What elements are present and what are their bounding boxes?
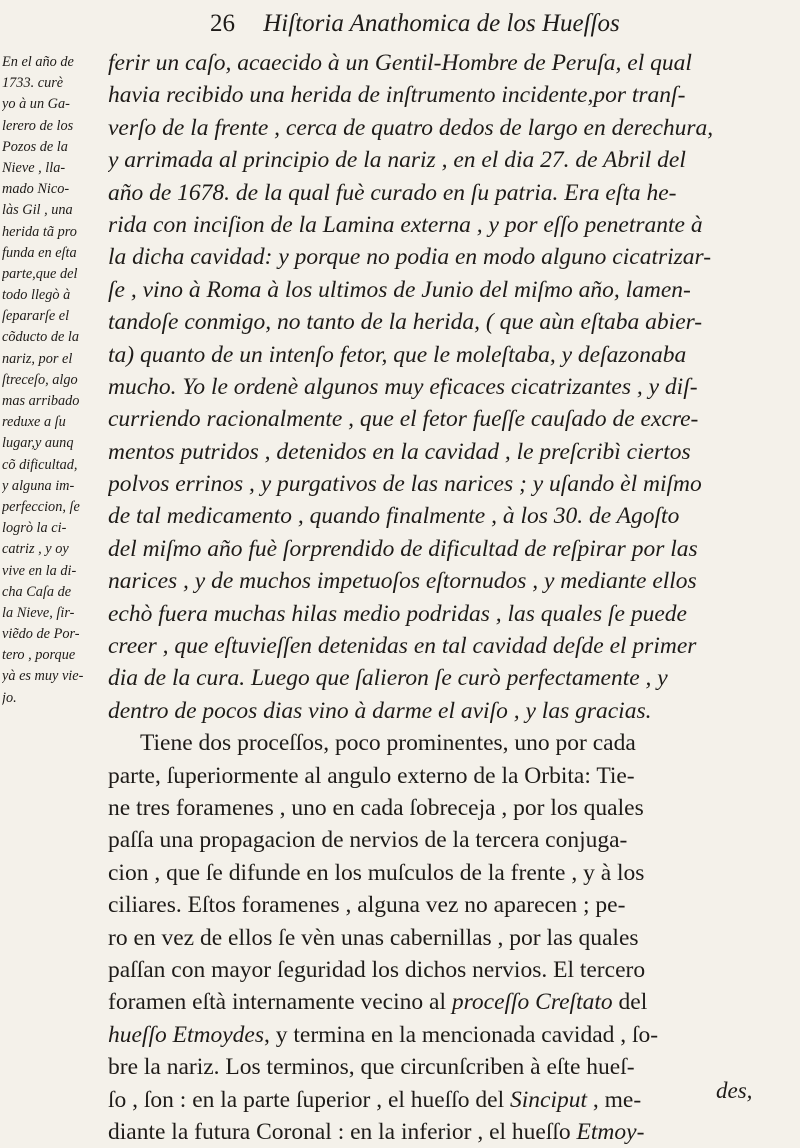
margin-note-line: la Nieve, ſir- <box>2 604 75 621</box>
margin-note-line: lugar,y aunq <box>2 435 74 452</box>
margin-note-line: ſepararſe el <box>2 308 70 325</box>
margin-note-line: cõ dificultad, <box>2 456 78 473</box>
margin-note-line: yo à un Ga- <box>2 96 70 113</box>
page-number: 26 <box>210 10 235 37</box>
margin-note-line: Pozos de la <box>2 138 68 155</box>
text-line: la dicha cavidad: y porque no podia en modo alguno cicatrizar- <box>108 244 712 271</box>
margin-note-line: logrò la ci- <box>2 520 67 537</box>
text-line: ciliares. Eſtos foramenes , alguna vez no aparecen ; pe- <box>108 892 626 919</box>
text-line: curriendo racionalmente , que el fetor fueſſe cauſado de excre- <box>108 406 699 433</box>
text-line: ro en vez de ellos ſe vèn unas cabernillas , por las quales <box>108 924 639 951</box>
margin-note-line: Nieve , lla- <box>2 159 66 176</box>
text-line: ne tres foramenes , uno en cada ſobreceja , por los quales <box>108 794 644 821</box>
text-line: dia de la cura. Luego que ſalieron ſe curò perfectamente , y <box>108 665 668 692</box>
text-line: cion , que ſe difunde en los muſculos de la frente , y à los <box>108 859 645 886</box>
margin-note-line: jo. <box>2 689 17 706</box>
text-line: del miſmo año fuè ſorprendido de dificultad de reſpirar por las <box>108 535 698 562</box>
text-line: paſſa una propagacion de nervios de la tercera conjuga- <box>108 827 628 854</box>
margin-note-line: cõducto de la <box>2 329 80 346</box>
margin-note-line: mas arribado <box>2 393 80 409</box>
text-line <box>108 1084 784 1116</box>
margin-note-line: ſtreceſo, algo <box>2 371 78 388</box>
text-line <box>108 1019 784 1051</box>
italic-term: Etmoy- <box>576 1118 645 1145</box>
text-line: parte, ſuperiormente al angulo externo de la Orbita: Tie- <box>108 762 635 789</box>
italic-term: proceſſo Creſtato <box>451 989 613 1016</box>
text-line: año de 1678. de la qual fuè curado en ſu patria. Era eſta he- <box>108 179 677 206</box>
margin-note-line: yà es muy vie- <box>2 668 84 685</box>
text-span: , y termina en la mencionada cavidad , ſo- <box>263 1021 659 1048</box>
text-line <box>108 1116 784 1148</box>
margin-note-line: viẽdo de Por- <box>2 626 80 643</box>
catchword: des, <box>716 1078 753 1103</box>
running-header <box>210 10 770 50</box>
text-span: del <box>612 989 648 1016</box>
margin-note-line: perfeccion, ſe <box>2 498 80 515</box>
margin-note-line: funda en eſta <box>2 244 77 261</box>
italic-term: hueſſo Etmoydes <box>108 1021 264 1048</box>
text-line: havia recibido una herida de inſtrumento incidente,por tranſ- <box>108 82 686 109</box>
margin-note-line: vive en la di- <box>2 562 77 579</box>
text-line: mentos putridos , detenidos en la cavidad , le preſcribì ciertos <box>108 438 691 465</box>
text-line: de tal medicamento , quando finalmente , à los 30. de Agoſto <box>108 503 680 530</box>
text-span: foramen eſtà internamente vecino al <box>108 989 452 1016</box>
margin-note-line: reduxe a ſu <box>2 414 66 431</box>
italic-term: Sinciput <box>510 1086 588 1113</box>
text-line: narices , y de muchos impetuoſos eſtornudos , y mediante ellos <box>108 568 697 595</box>
text-line: ta) quanto de un intenſo fetor, que le moleſtaba, y deſazonaba <box>108 341 687 368</box>
text-line: creer , que eſtuvieſſen detenidas en tal cavidad deſde el primer <box>108 633 697 660</box>
text-line: echò fuera muchas hilas medio podridas , las quales ſe puede <box>108 600 687 627</box>
text-span: diante la futura Coronal : en la inferior , el hueſſo <box>108 1118 577 1145</box>
text-line: tandoſe conmigo, no tanto de la herida, ( que aùn eſtaba abier- <box>108 309 703 336</box>
margin-note-line: y alguna im- <box>2 477 75 494</box>
text-span: , me- <box>587 1086 642 1113</box>
margin-note-line: herida tã pro <box>2 223 77 240</box>
margin-note-line: 1733. curè <box>2 75 64 92</box>
text-line: verſo de la frente , cerca de quatro dedos de largo en derechura, <box>108 114 714 141</box>
margin-note-line: parte,que del <box>2 265 78 282</box>
text-line: polvos errinos , y purgativos de las narices ; y uſando èl miſmo <box>108 471 702 498</box>
margin-note-line: mado Nico- <box>2 181 70 198</box>
text-line: rida con inciſion de la Lamina externa , y por eſſo penetrante à <box>108 211 703 238</box>
margin-note-line: cha Caſa de <box>2 583 72 600</box>
margin-note-line: nariz, por el <box>2 350 73 367</box>
margin-note-line: todo llegò à <box>2 287 71 304</box>
text-line: dentro de pocos dias vino à darme el aviſo , y las gracias. <box>108 697 652 724</box>
text-line: bre la nariz. Los terminos, que circunſcriben à eſte hueſ- <box>108 1054 635 1081</box>
margin-note-line: tero , porque <box>2 647 76 664</box>
main-text <box>108 47 784 1148</box>
text-line: ferir un caſo, acaecido à un Gentil-Hombre de Peruſa, el qual <box>108 50 692 76</box>
text-span: ſo , ſon : en la parte ſuperior , el hueſſo del <box>108 1086 510 1113</box>
marginal-note <box>2 52 102 709</box>
text-line: y arrimada al principio de la nariz , en el dia 27. de Abril del <box>108 147 686 174</box>
text-line: mucho. Yo le ordenè algunos muy eficaces cicatrizantes , y diſ- <box>108 373 698 400</box>
text-line: paſſan con mayor ſeguridad los dichos nervios. El tercero <box>108 956 646 983</box>
margin-note-line: En el año de <box>2 54 74 70</box>
margin-note-line: làs Gil , una <box>2 202 73 219</box>
text-line: ſe , vino à Roma à los ultimos de Junio del miſmo año, lamen- <box>108 276 691 303</box>
running-title: Hiſtoria Anathomica de los Hueſſos <box>263 10 620 37</box>
text-line <box>108 986 784 1018</box>
text-line: Tiene dos proceſſos, poco prominentes, uno por cada <box>140 730 636 757</box>
margin-note-line: lerero de los <box>2 117 74 134</box>
margin-note-line: catriz , y oy <box>2 541 69 558</box>
